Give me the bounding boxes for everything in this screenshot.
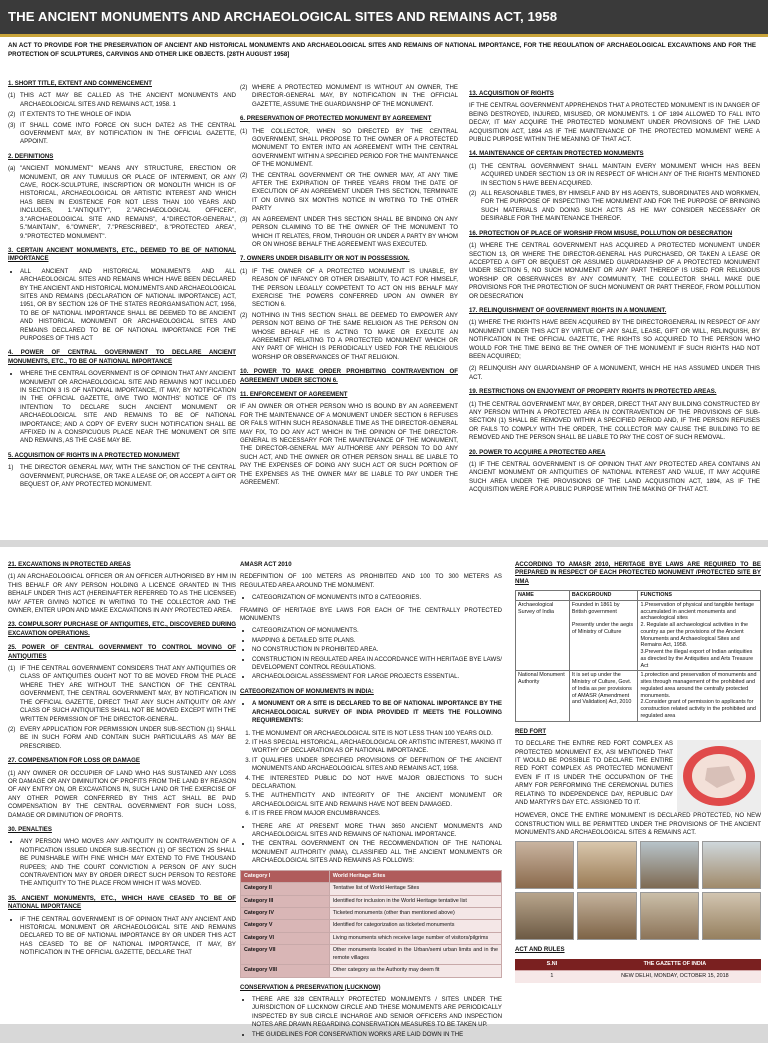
- table-cell: Identified for inclusion in the World Heritage tentative list: [329, 895, 501, 907]
- section-heading: RED FORT: [515, 727, 547, 735]
- paragraph: (1) ANY OWNER OR OCCUPIER OF LAND WHO HAS SUSTAINED ANY LOSS OR DAMAGE OR ANY DIMINUTION OF PROFITS FROM THE LAND BY REASON OF ANY ENTRY ON, OR EXCAVATIONS IN, SUCH LAND OR THE EXERCISE OF ANY OTHER POWER CONFERRED BY THIS ACT SHALL BE PAID COMPENSATION BY THE CENTRAL GOVERNMENT FOR SUCH LOSS, DAMAGE OR DIMINUTION OF PROFITS.: [8, 769, 236, 819]
- red-fort-plan-image: [677, 740, 761, 812]
- list-item: • MAPPING & DETAILED SITE PLANS.: [252, 637, 502, 645]
- list-item: 1. THE MONUMENT OR ARCHAEOLOGICAL SITE IS NOT LESS THAN 100 YEARS OLD.: [252, 730, 502, 738]
- section-heading: ACCORDING TO AMASR 2010, HERITAGE BYE LAWS ARE REQUIRED TO BE PREPARED IN RESPECT OF EACH PROTECTED MONUMENT /PROTECTED SITE BY NMA: [515, 561, 761, 585]
- table-cell: Identified for categorization as ticketed monuments: [329, 920, 501, 932]
- list-item: (1) THIS ACT MAY BE CALLED AS THE ANCIENT MONUMENTS AND ARCHAEOLOGICAL SITES AND REMAINS ACT, 1958. 1: [8, 92, 236, 108]
- list-item: 5. THE AUTHENTICITY AND INTEGRITY OF THE ANCIENT MONUMENT OR ARCHAEOLOGICAL SITE AND REMAINS HAVE NOT BEEN DAMAGED.: [252, 792, 502, 809]
- section-heading: 6. PRESERVATION OF PROTECTED MONUMENT BY AGREEMENT: [240, 115, 432, 123]
- list-item: (2) THE CENTRAL GOVERNMENT OR THE OWNER MAY, AT ANY TIME AFTER THE EXPIRATION OF THREE YEARS FROM THE DATE OF EXECUTION OF AN AGREEMENT UNDER THIS SECTION, TERMINATE IT ON GIVING SIX MONTHS NOTICE IN WRITING TO THE OTHER PARTY: [240, 171, 458, 213]
- section-heading: 30. PENALTIES: [8, 825, 52, 833]
- list-item: • CATEGORIZATION OF MONUMENTS INTO 8 CATEGORIES.: [252, 594, 502, 602]
- section-heading: 16. PROTECTION OF PLACE OF WORSHIP FROM MISUSE, POLLUTION OR DESECRATION: [469, 229, 733, 237]
- table-cell: Category VII: [241, 945, 330, 965]
- monument-photo: [640, 841, 699, 889]
- table-cell: Living monuments which receive large number of visitors/pilgrims: [329, 932, 501, 944]
- list-item: (1) IF THE CENTRAL GOVERNMENT CONSIDERS THAT ANY ANTIQUITIES OR CLASS OF ANTIQUITIES OUGHT NOT TO BE MOVED FROM THE PLACE WHERE THEY ARE WITHOUT THE SANCTION OF THE CENTRAL GOVERNMENT, THE CENTRAL GOVERNMENT MAY, BY NOTIFICATION IN THE OFFICIAL GAZETTE, DIRECT THAT ANY SUCH ANTIQUITY OR ANY CLASS OF SUCH ANTIQUITIES SHALL NOT BE MOVED EXCEPT WITH THE WRITTEN PERMISSION OF THE DIRECTOR-GENERAL.: [8, 665, 236, 723]
- bullet-list: [8, 370, 236, 446]
- section-heading: 10. POWER TO MAKE ORDER PROHIBITING CONTRAVENTION OF AGREEMENT UNDER SECTION 6.: [240, 368, 458, 384]
- list-item: 6. IT IS FREE FROM MAJOR ENCUMBRANCES.: [252, 810, 502, 818]
- table-header: FUNCTIONS: [638, 591, 761, 601]
- bullet-list: [240, 594, 502, 602]
- paragraph: FRAMING OF HERITAGE BYE LAWS FOR EACH OF THE CENTRALLY PROTECTED MONUMENTS: [240, 606, 502, 623]
- list-item: (2) ALL REASONABLE TIMES, BY HIMSELF AND BY HIS AGENTS, SUBORDINATES AND WORKMEN, FOR THE PURPOSE OF INSPECTING THE MONUMENT AND FOR THE PURPOSE OF BRINGING SUCH MATERIALS AND DOING SUCH ACTS AS HE MAY CONSIDER NECESSARY OR DESIRABLE FOR THE MAINTENANCE THEREOF.: [469, 190, 760, 223]
- section-heading: 21. EXCAVATIONS IN PROTECTED AREAS: [8, 561, 131, 568]
- paragraph: TO DECLARE THE ENTIRE RED FORT COMPLEX AS PROTECTED MONUMENT EX, ASI MENTIONED THAT IT WOULD BE POSSIBLE TO DECLARE THE ENTIRE RED FORT COMPLEX AS PROTECTED MONUMENT EVEN IF IT IS UNDER THE OCCUPATION OF THE ARMY FOR PERFORMING THE CEREMONIAL DUTIES RELATING TO INDEPENDENCE DAY, REPUBLIC DAY AND MARTYR'S DAY ETC. ASSIGNED TO IT.: [515, 740, 673, 806]
- list-item: • THERE ARE AT PRESENT MORE THAN 3650 ANCIENT MONUMENTS AND ARCHAEOLOGICAL SITES AND REMAINS OF NATIONAL IMPORTANCE.: [252, 823, 502, 840]
- section-heading: AMASR ACT 2010: [240, 561, 292, 568]
- table-cell: Category VI: [241, 932, 330, 944]
- section-heading: 11. ENFORCEMENT OF AGREEMENT: [240, 391, 348, 398]
- table-row: [241, 945, 502, 965]
- paragraph: (1) WHERE THE CENTRAL GOVERNMENT HAS ACQUIRED A PROTECTED MONUMENT UNDER SECTION 13, OR WHERE THE DIRECTOR-GENERAL HAS PURCHASED, OR TAKEN A LEASE OR ACCEPTED A GIFT OR BEQUEST OR ASSUMED GUARDIANSHIP OF A PROTECTED MONUMENT UNDER SECTION 5, NO SUCH MONUMENT OR ANY PART THEREOF IS USED FOR RELIGIOUS WORSHIP OR OBSERVANCES BY ANY COMMUNITY, THE COLLECTOR SHALL MAKE DUE PROVISIONS FOR THE PROTECTION OF SUCH MONUMENT OR PART THEREOF, FROM POLLUTION OR DESECRATION: [469, 242, 760, 300]
- paragraph: REDEFINITION OF 100 METERS AS PROHIBITED AND 100 TO 300 METERS AS REGULATED AREA AROUND THE MONUMENT.: [240, 573, 502, 589]
- table-cell: World Heritage Sites: [329, 870, 501, 882]
- column-1: [8, 74, 236, 491]
- section-heading: 25. POWER OF CENTRAL GOVERNMENT TO CONTROL MOVING OF ANTIQUITIES: [8, 644, 236, 660]
- table-header: S.NI: [515, 959, 589, 971]
- list-item: • THE GUIDELINES FOR CONSERVATION WORKS ARE LAID DOWN IN THE: [252, 1031, 502, 1039]
- list-item: • ARCHAEOLOGICAL ASSESSMENT FOR LARGE PROJECTS ESSENTIAL.: [252, 673, 502, 681]
- table-row: [241, 965, 502, 977]
- list-item: (2) IT EXTENTS TO THE WHOLE OF INDIA: [8, 111, 131, 119]
- table-cell: 1: [515, 971, 589, 983]
- list-item: • ANY PERSON WHO MOVES ANY ANTIQUITY IN CONTRAVENTION OF A NOTIFICATION ISSUED UNDER SUB-SECTION (1) OF SECTION 25 SHALL BE PUNISHABLE WITH FINE WHICH MAY EXTEND TO FIVE THOUSAND RUPEES; AND THE COURT CONVICTION A PERSON OF ANY SUCH CONTRAVENTION MAY BY ORDER DIRECT SUCH PERSON TO RESTORE THE ANTIQUITY TO THE PLACE FROM WHICH IT WAS MOVED.: [20, 838, 236, 888]
- section-heading: 4. POWER OF CENTRAL GOVERNMENT TO DECLARE ANCIENT MONUMENTS, ETC., TO BE OF NATIONAL IMPORTANCE: [8, 349, 236, 365]
- act-details-sheet: [0, 547, 768, 1038]
- paragraph: IF AN OWNER OR OTHER PERSON WHO IS BOUND BY AN AGREEMENT FOR THE MAINTENANCE OF A MONUMENT UNDER SECTION 6 REFUSES OR FAILS WITHIN SUCH REASONABLE TIME AS THE DIRECTOR-GENERAL MAY FIX, TO DO ANY ACT WHICH IN THE OPINION OF THE DIRECTOR-GENERAL IS NECESSARY FOR THE MAINTENANCE OF THE MONUMENT, THE DIRECTOR-GENERAL MAY AUTHORISE ANY PERSON TO DO ANY SUCH ACT, AND THE OWNER OR OTHER PERSON SHALL BE LIABLE TO PAY THE EXPENSES OF DOING ANY SUCH ACT OR SUCH PORTION OF THE EXPENSES AS THE OWNER MAY BE LIABLE TO PAY UNDER THE AGREEMENT.: [240, 403, 458, 487]
- bullet-list: [8, 838, 236, 888]
- table-cell: Category V: [241, 920, 330, 932]
- bullet-list: [8, 268, 236, 344]
- table-cell: Other category as the Authority may deem fit: [329, 965, 501, 977]
- monument-category-table: [240, 870, 502, 978]
- table-cell: Category VIII: [241, 965, 330, 977]
- table-cell: Ticketed monuments (other than mentioned above): [329, 907, 501, 919]
- paragraph: (1) WHERE THE RIGHTS HAVE BEEN ACQUIRED BY THE DIRECTORGENERAL IN RESPECT OF ANY MONUMENT UNDER THIS ACT BY VIRTUE OF ANY SALE, LEASE, GIFT OR WILL, RELINQUISH, BY NOTIFICATION IN THE OFFICIAL GAZETTE, THE RIGHTS SO ACQUIRED TO THE PERSON WHO WOULD FOR THE TIME BEING BE THE OWNER OF THE MONUMENT IF SUCH RIGHTS HAD NOT BEEN ACQUIRED;: [469, 319, 760, 360]
- table-cell: National Monument Authority: [516, 671, 570, 721]
- monument-photo: [577, 892, 636, 940]
- list-item: • CATEGORIZATION OF MONUMENTS.: [252, 627, 502, 635]
- column-6: [515, 555, 761, 983]
- act-preamble: AN ACT TO PROVIDE FOR THE PRESERVATION OF ANCIENT AND HISTORICAL MONUMENTS AND ARCHAEOLOGICAL SITES AND REMAINS OF NATIONAL IMPORTANCE, FOR THE REGULATION OF ARCHAEOLOGICAL EXCAVATIONS AND FOR THE PROTECTION OF SCULPTURES, CARVINGS AND OTHER LIKE OBJECTS. [28TH AUGUST 1958]: [8, 42, 756, 58]
- section-heading: ACT AND RULES: [515, 946, 565, 954]
- monument-photo: [515, 892, 574, 940]
- section-heading: 19. RESTRICTIONS ON ENJOYMENT OF PROPERTY RIGHTS IN PROTECTED AREAS.: [469, 388, 717, 396]
- section-heading: 27. COMPENSATION FOR LOSS OR DAMAGE: [8, 757, 140, 765]
- section-heading: 17. RELINQUISHMENT OF GOVERNMENT RIGHTS IN A MONUMENT.: [469, 306, 667, 314]
- table-header: NAME: [516, 591, 570, 601]
- section-heading: 7. OWNERS UNDER DISABILITY OR NOT IN POSSESSION.: [240, 255, 410, 263]
- list-item: • CONSTRUCTION IN REGULATED AREA IN ACCORDANCE WITH HERITAGE BYE LAWS/ DEVELOPMENT CONTROL REGULATIONS.: [252, 656, 502, 673]
- monument-photo: [640, 892, 699, 940]
- column-5: [240, 555, 502, 1043]
- table-row: [241, 907, 502, 919]
- monument-photo: [577, 841, 636, 889]
- list-item: (2) NOTHING IN THIS SECTION SHALL BE DEEMED TO EMPOWER ANY PERSON NOT BEING OF THE SAME RELIGION AS THE PERSON ON WHOSE BEHALF HE IS ACTING TO MAKE OR EXECUTE AN AGREEMENT RELATING TO A PROTECTED MONUMENT WHICH OR ANY PART OF WHICH IS PERIODICALLY USED FOR THE RELIGIOUS WORSHIP OR OBSERVANCES OF THAT RELIGION.: [240, 311, 458, 361]
- list-item: 2. IT HAS SPECIAL HISTORICAL, ARCHAEOLOGICAL OR ARTISTIC INTEREST, MAKING IT WORTHY OF DECLARATION AS OF NATIONAL IMPORTANCE.: [252, 739, 502, 756]
- list-item: (2) EVERY APPLICATION FOR PERMISSION UNDER SUB-SECTION (1) SHALL BE IN SUCH FORM AND CONTAIN SUCH PARTICULARS AS MAY BE PRESCRIBED.: [8, 725, 236, 750]
- list-item: 1) THE DIRECTOR GENERAL MAY, WITH THE SANCTION OF THE CENTRAL GOVERNMENT, PURCHASE, OR TAKE A LEASE OF, OR ACCEPT A GIFT OR BEQUEST OF, ANY PROTECTED MONUMENT.: [8, 464, 236, 489]
- monument-photo-grid: [515, 841, 761, 940]
- table-row: [241, 895, 502, 907]
- bullet-list: [240, 627, 502, 681]
- bullet-list: [240, 996, 502, 1039]
- section-heading: 14. MAINTENANCE OF CERTAIN PROTECTED MONUMENTS: [469, 150, 644, 158]
- section-heading: 13. ACQUISITION OF RIGHTS: [469, 90, 554, 97]
- table-cell: NEW DELHI, MONDAY, OCTOBER 15, 2018: [589, 971, 761, 983]
- table-cell: Category II: [241, 883, 330, 895]
- section-heading: 2. DEFINITIONS: [8, 152, 54, 160]
- table-header: BACKGROUND: [569, 591, 638, 601]
- authority-table: [515, 590, 761, 722]
- paragraph: (2) RELINQUISH ANY GUARDIANSHIP OF A MONUMENT, WHICH HE HAS ASSUMED UNDER THIS ACT.: [469, 365, 760, 381]
- section-heading: 5. ACQUISITION OF RIGHTS IN A PROTECTED MONUMENT: [8, 451, 180, 459]
- section-heading: 23. COMPULSORY PURCHASE OF ANTIQUITIES, ETC., DISCOVERED DURING EXCAVATION OPERATIONS.: [8, 621, 236, 637]
- table-cell: It is set up under the Ministry of Culture, Govt. of India as per provisions of AMASR (Amendment and Validation) Act, 2010: [569, 671, 638, 721]
- table-row: [516, 671, 761, 721]
- list-item: (1) THE CENTRAL GOVERNMENT SHALL MAINTAIN EVERY MONUMENT WHICH HAS BEEN ACQUIRED UNDER SECTION 13 OR IN RESPECT OF WHICH ANY OF THE RIGHTS MENTIONED IN SECTION 5 HAVE BEEN ACQUIRED.: [469, 162, 760, 187]
- numbered-list: [240, 730, 502, 819]
- list-item: (1) IF THE OWNER OF A PROTECTED MONUMENT IS UNABLE, BY REASON OF INFANCY OR OTHER DISABILITY, TO ACT FOR HIMSELF, THE PERSON LEGALLY COMPETENT TO ACT ON HIS BEHALF MAY EXERCISE THE POWERS CONFERRED UPON AN OWNER BY SECTION 6.: [240, 267, 458, 309]
- monument-photo: [702, 892, 761, 940]
- section-heading: CATEGORIZATION OF MONUMENTS IN INDIA:: [240, 687, 374, 695]
- act-rules-table: [515, 959, 761, 983]
- document-title: THE ANCIENT MONUMENTS AND ARCHAEOLOGICAL SITES AND REMAINS ACT, 1958: [8, 9, 558, 24]
- paragraph: HOWEVER, ONCE THE ENTIRE MONUMENT IS DECLARED PROTECTED, NO NEW CONSTRUCTION WILL BE PERMITTED UNDER THE PROVISIONS OF THE ANCIENT MONUMENTS AND ARCHAEOLOGICAL SITES & REMAINS ACT.: [515, 812, 761, 836]
- paragraph: IF THE CENTRAL GOVERNMENT APPREHENDS THAT A PROTECTED MONUMENT IS IN DANGER OF BEING DESTROYED, INJURED, MISUSED, OR MONUMENTS. 1 OF 1894 ALLOWED TO FALL INTO DECAY, IT MAY ACQUIRE THE PROTECTED MONUMENT UNDER PROVISIONS OF THE LAND ACQUISITION ACT, 1894 AS IF THE MAINTENANCE OF THE PROTECTED MONUMENT WERE A PUBLIC PURPOSE WITHIN THE MEANING OF THAT ACT.: [469, 102, 760, 144]
- paragraph: (1) THE CENTRAL GOVERNMENT MAY, BY ORDER, DIRECT THAT ANY BUILDING CONSTRUCTED BY ANY PERSON WITHIN A PROTECTED AREA IN CONTRAVENTION OF THE PROVISIONS OF SUB-SECTION (1) SHALL BE REMOVED WITHIN A SPECIFIED PERIOD AND, IF THE PERSON REFUSES OR FAILS TO COMPLY WITH THE ORDER, THE COLLECTOR MAY CAUSE THE BUILDING TO BE REMOVED AND THE PERSON SHALL BE LIABLE TO PAY THE COST OF SUCH REMOVAL.: [469, 400, 760, 442]
- list-item: (1) THE COLLECTOR, WHEN SO DIRECTED BY THE CENTRAL GOVERNMENT, SHALL PROPOSE TO THE OWNER OF A PROTECTED MONUMENT TO ENTER INTO AN AGREEMENT WITH THE CENTRAL GOVERNMENT WITHIN A SPECIFIED PERIOD FOR THE MAINTENANCE OF THE MONUMENT.: [240, 127, 458, 169]
- table-cell: Other monuments located in the Urban/semi urban limits and in the remote villages: [329, 945, 501, 965]
- table-row: [241, 883, 502, 895]
- table-cell: 1.protection and preservation of monuments and sites through management of the prohibited and regulated area around the centrally protected monuments. 2.Consider grant of permission to applicants for construction related activity in the prohibited and regulated area: [638, 671, 761, 721]
- bullet-list: [240, 700, 502, 725]
- table-row: [241, 920, 502, 932]
- bullet-list: [240, 823, 502, 866]
- bullet-list: [8, 916, 236, 958]
- section-heading: 20. POWER TO ACQUIRE A PROTECTED AREA: [469, 448, 606, 456]
- table-cell: Founded in 1861 by British government Presently under the aegis of Ministry of Culture: [569, 600, 638, 671]
- table-row: [241, 932, 502, 944]
- table-row: [241, 870, 502, 882]
- table-cell: Category III: [241, 895, 330, 907]
- monument-photo: [515, 841, 574, 889]
- column-3: [469, 84, 760, 499]
- list-item: (a) "ANCIENT MONUMENT" MEANS ANY STRUCTURE, ERECTION OR MONUMENT, OR ANY TUMULUS OR PLACE OF INTERMENT, OR ANY CAVE, ROCK-SCULPTURE, INSCRIPTION OR MONOLITH WHICH IS OF HISTORICAL, ARCHAEOLOGICAL OR ARTISTIC INTEREST AND WHICH HAS BEEN IN EXISTENCE FOR NOT LESS THAN 100 YEARS AND INCLUDES, 1."ANTIQUITY", 2."ARCHAEOLOGICAL OFFICER", 3."ARCHAEOLOGICAL SITE AND REMAINS", 4."DIRECTOR-GENERAL", 5."MAINTAIN", 6."OWNER", 7."PRESCRIBED", 8."PROTECTED AREA", 9."PROTECTED MONUMENT".: [8, 165, 236, 240]
- list-item: • THERE ARE 328 CENTRALLY PROTECTED MONUMENTS / SITES UNDER THE JURISDICTION OF LUCKNOW CIRCLE AND THESE MONUMENTS ARE PERIODICALLY INSPECTED BY SUB CIRCLE INCHARGE AND SENIOR OFFICERS AND INSPECTION NOTES ARE DRAWN REGARDING CONSERVATION MEASURES TO BE TAKEN UP.: [252, 996, 502, 1030]
- list-item: • A MONUMENT OR A SITE IS DECLARED TO BE OF NATIONAL IMPORTANCE BY THE ARCHAEOLOGICAL SURVEY OF INDIA PROVIDED IT MEETS THE FOLLOWING REQUIREMENTS:: [252, 700, 502, 725]
- paragraph: (1) IF THE CENTRAL GOVERNMENT IS OF OPINION THAT ANY PROTECTED AREA CONTAINS AN ANCIENT MONUMENT OR ANTIQUITIES OF NATIONAL INTEREST AND VALUE, IT MAY ACQUIRE SUCH AREA UNDER THE PROVISIONS OF THE LAND ACQUISITION ACT, 1894, AS IF THE ACQUISITION WERE FOR A PUBLIC PURPOSE WITHIN THE MAKING OF THAT ACT.: [469, 461, 760, 494]
- table-row: [516, 600, 761, 671]
- list-item: • NO CONSTRUCTION IN PROHIBITED AREA.: [252, 646, 502, 654]
- list-item: • THE CENTRAL GOVERNMENT ON THE RECOMMENDATION OF THE NATIONAL MONUMENT AUTHORITY (NMA), CLASSIFIED ALL THE ANCIENT MONUMENTS OR ARCHAEOLOGICAL SITES AND REMAINS AS FOLLOWS:: [252, 840, 502, 865]
- table-cell: 1.Preservation of physical and tangible heritage accumulated in ancient monuments and archaeological sites 2. Regulate all archaeological activities in the country as per the provisions of the Ancient Monuments and Archaeological Sites and Remains Act, 1958. 3.Prevent the illegal export of Indian antiquities as directed by the Antiquities and Arts Treasure Act: [638, 600, 761, 671]
- table-cell: Category IV: [241, 907, 330, 919]
- column-4: [8, 555, 236, 962]
- list-item: 4. THE INTERESTED PUBLIC DO NOT HAVE MAJOR OBJECTIONS TO SUCH DECLARATION.: [252, 775, 502, 792]
- table-cell: Archaeological Survey of India: [516, 600, 570, 671]
- table-row: [515, 971, 761, 983]
- red-fort-block: [515, 740, 761, 812]
- table-header: THE GAZETTE OF INDIA: [589, 959, 761, 971]
- list-item: 3. IT QUALIFIES UNDER SPECIFIED PROVISIONS OF DEFINITION OF THE ANCIENT MONUMENTS AND ARCHAEOLOGICAL SITES AND REMAINS ACT, 1958.: [252, 757, 502, 774]
- list-item: • IF THE CENTRAL GOVERNMENT IS OF OPINION THAT ANY ANCIENT AND HISTORICAL MONUMENT OR ARCHAEOLOGICAL SITE AND REMAINS DECLARED TO BE OF NATIONAL IMPORTANCE BY OR UNDER THIS ACT HAS CEASED TO BE OF NATIONAL IMPORTANCE, IT MAY, BY NOTIFICATION IN THE OFFICIAL GAZETTE, DECLARE THAT: [20, 916, 236, 958]
- section-heading: 35. ANCIENT MONUMENTS, ETC., WHICH HAVE CEASED TO BE OF NATIONAL IMPORTANCE: [8, 894, 236, 911]
- table-cell: Category I: [241, 870, 330, 882]
- monument-photo: [702, 841, 761, 889]
- section-heading: CONSERVATION & PRESERVATION (LUCKNOW): [240, 983, 381, 991]
- section-heading: 1. SHORT TITLE, EXTENT AND COMMENCEMENT: [8, 80, 152, 87]
- column-2: [240, 84, 458, 491]
- list-item: (3) IT SHALL COME INTO FORCE ON SUCH DATE2 AS THE CENTRAL GOVERNMENT MAY, BY NOTIFICATION IN THE OFFICIAL GAZETTE, APPOINT.: [8, 121, 236, 146]
- section-heading: 3. CERTAIN ANCIENT MONUMENTS, ETC., DEEMED TO BE OF NATIONAL IMPORTANCE: [8, 246, 236, 263]
- title-bar: [0, 0, 768, 37]
- table-cell: Tentative list of World Heritage Sites: [329, 883, 501, 895]
- list-item: • WHERE THE CENTRAL GOVERNMENT IS OF OPINION THAT ANY ANCIENT MONUMENT OR ARCHAEOLOGICAL SITE AND REMAINS NOT INCLUDED IN SECTION 3 IS OF NATIONAL IMPORTANCE, IT MAY, BY NOTIFICATION IN THE OFFICIAL GAZETTE, GIVE TWO MONTHS' NOTICE OF ITS INTENTION TO DECLARE SUCH ANCIENT MONUMENT OR ARCHAEOLOGICAL SITE AND REMAINS TO BE OF NATIONAL IMPORTANCE; AND A COPY OF EVERY SUCH NOTIFICATION SHALL BE AFFIXED IN A CONSPICUOUS PLACE NEAR THE MONUMENT OR SITE AND REMAINS, AS THE CASE MAY BE.: [20, 370, 236, 446]
- list-item: (2) WHERE A PROTECTED MONUMENT IS WITHOUT AN OWNER, THE DIRECTOR-GENERAL MAY, BY NOTIFICATION IN THE OFFICIAL GAZETTE, ASSUME THE GUARDIANSHIP OF THE MONUMENT.: [240, 84, 458, 108]
- list-item: (3) AN AGREEMENT UNDER THIS SECTION SHALL BE BINDING ON ANY PERSON CLAIMING TO BE THE OWNER OF THE MONUMENT TO WHICH IT RELATES, FROM, THROUGH OR UNDER A PARTY BY WHOM OR ON WHOSE BEHALF THE AGREEMENT WAS EXECUTED.: [240, 215, 458, 248]
- list-item: • ALL ANCIENT AND HISTORICAL MONUMENTS AND ALL ARCHAEOLOGICAL SITES AND REMAINS WHICH HAVE BEEN DECLARED BY THE ANCIENT AND HISTORICAL MONUMENTS AND ARCHAEOLOGICAL SITES AND REMAINS (DECLARATION OF NATIONAL IMPORTANCE) ACT, 1951, OR BY SECTION 126 OF THE STATES REORGANISATION ACT, 1956, TO BE OF NATIONAL IMPORTANCE SHALL BE DEEMED TO BE ANCIENT AND HISTORICAL MONUMENT OR ARCHAEOLOGICAL SITES AND REMAINS DECLARED TO BE OF NATIONAL IMPORTANCE FOR THE PURPOSES OF THIS ACT: [20, 268, 236, 344]
- paragraph: (1) AN ARCHAEOLOGICAL OFFICER OR AN OFFICER AUTHORISED BY HIM IN THIS BEHALF OR ANY PERSON HOLDING A LICENCE GRANTED IN THIS BEHALF UNDER THIS ACT (HEREINAFTER REFERRED TO AS THE LICENSEE) MAY AFTER GIVING NOTICE IN WRITING TO THE COLLECTOR AND THE OWNER, ENTER UPON AND MAKE EXCAVATIONS IN ANY PROTECTED AREA.: [8, 573, 236, 615]
